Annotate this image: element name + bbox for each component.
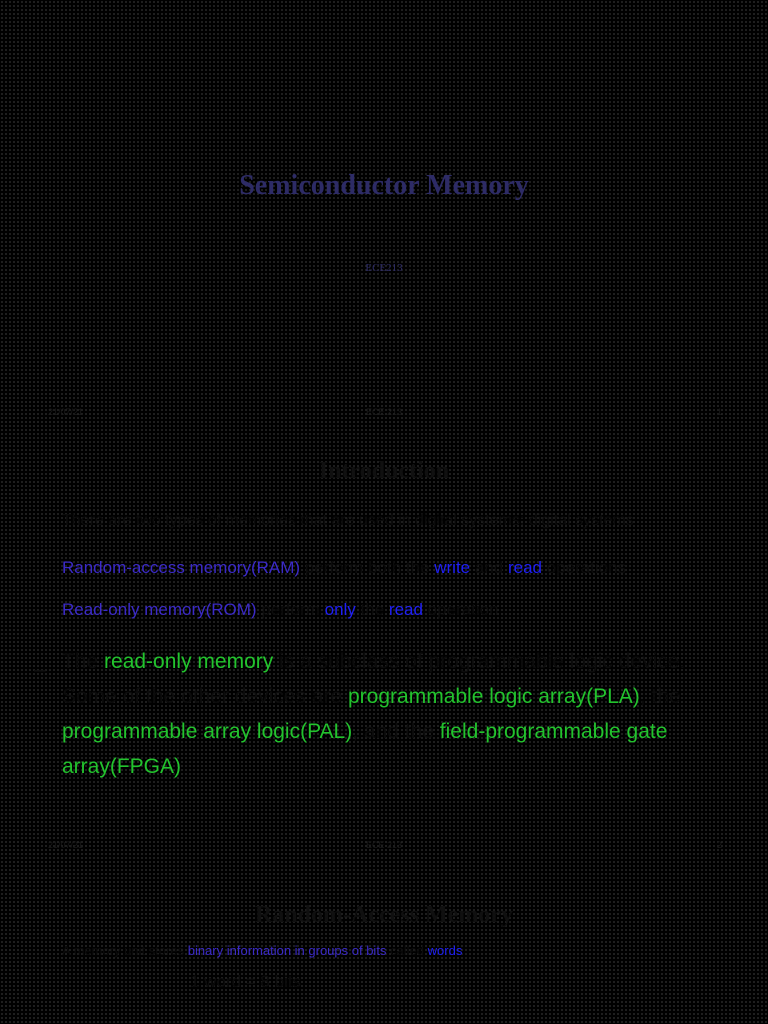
write-term: write — [434, 558, 471, 577]
fpga-term-cont: array(FPGA) — [62, 755, 182, 778]
bullet-dash: – — [34, 658, 46, 681]
bullet-ram — [62, 558, 626, 578]
fpga-term: field-programmable gate — [439, 720, 668, 743]
only-term: only — [324, 600, 356, 619]
bullet-text: is a subclass of — [273, 650, 429, 673]
bullet-text: . Some of the other devices are — [62, 650, 686, 708]
bullet-memory-types: There are two types of memories that are used in digital systems: digital systems — [62, 512, 634, 529]
bullet-memory-unit — [62, 943, 462, 958]
footer-course: ECE 213 — [365, 840, 403, 850]
bullet-text: called — [386, 943, 428, 958]
footer-page-number: 2 — [716, 840, 722, 850]
bullet-rom — [62, 600, 499, 620]
rom-term: Read-only memory(ROM) — [62, 600, 257, 619]
footer-page-number: 1 — [716, 407, 722, 417]
bullet-text: the — [355, 600, 389, 619]
rom-term-green: read-only memory — [104, 650, 274, 673]
slide-title: Semiconductor Memory — [239, 170, 529, 201]
pla-term: programmable logic array(PLA) — [348, 685, 640, 708]
footer-date: 21/07/21 — [48, 407, 84, 417]
bullet-text: perform both the — [300, 558, 435, 577]
bullet-text: perform — [256, 600, 325, 619]
bullet-word-size: 1 word = 8 bits — [190, 972, 302, 991]
read-term: read — [388, 600, 423, 619]
words-term: words — [427, 943, 463, 958]
footer-course: ECE 213 — [365, 407, 403, 417]
slide-title: Random-Access Memory — [255, 902, 513, 928]
footer-date: 21/07/21 — [48, 840, 84, 850]
slide-title: Introduction — [318, 458, 450, 484]
bullet-text: The — [62, 650, 105, 673]
bullet-text: A memory unit stores — [62, 943, 188, 958]
ram-term: Random-access memory(RAM) — [62, 558, 301, 577]
slide-3 — [0, 866, 768, 1024]
slide-1 — [0, 0, 768, 432]
binary-info-term: binary information in groups of bits — [187, 943, 387, 958]
pld-term: programmable logic device — [428, 650, 680, 673]
bullet-text: , and the — [352, 720, 440, 743]
bullet-text: operations — [541, 558, 627, 577]
bullet-devices — [62, 644, 742, 784]
slide-subtitle: ECE213 — [365, 262, 403, 274]
bullet-text: , the — [639, 685, 681, 708]
bullet-text: and — [470, 558, 508, 577]
bullet-text: operation — [422, 600, 499, 619]
read-term: read — [507, 558, 542, 577]
pal-term: programmable array logic(PAL) — [62, 720, 353, 743]
slide-2 — [0, 432, 768, 866]
